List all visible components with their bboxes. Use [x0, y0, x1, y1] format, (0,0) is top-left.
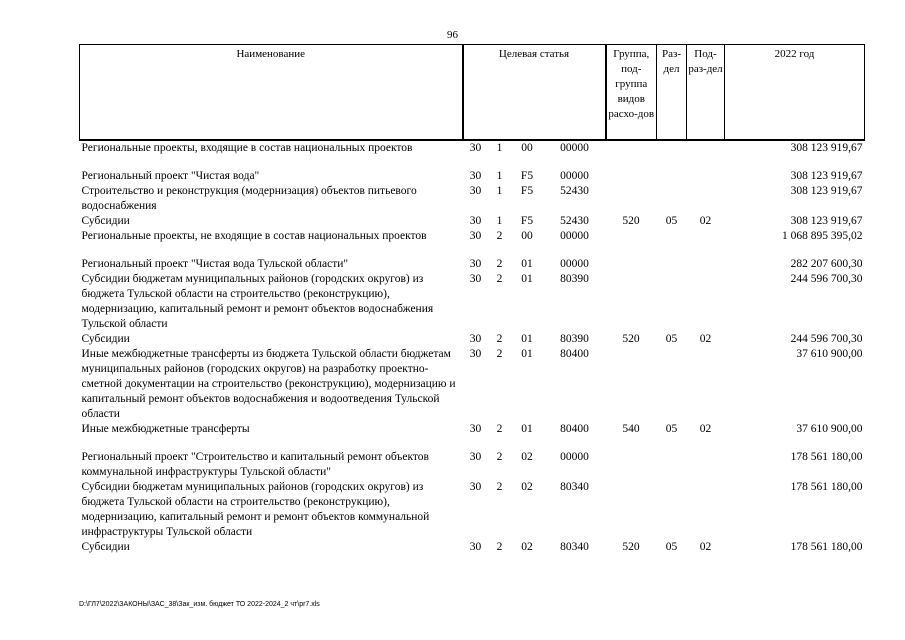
spacer-row: [80, 156, 865, 169]
cell-subsection-code: [687, 450, 725, 480]
cell-code-article: 52430: [560, 215, 589, 227]
cell-amount: 282 207 600,30: [790, 258, 863, 270]
cell-group-code: [606, 272, 657, 332]
cell-group-code: [606, 169, 657, 184]
cell-amount: 1 068 895 395,02: [782, 230, 863, 242]
cell-code-article: 00000: [560, 451, 589, 463]
table-header-row: [80, 45, 865, 141]
cell-name: Субсидии: [81, 541, 130, 553]
cell-code-article: 00000: [560, 142, 589, 154]
cell-name: Субсидии: [81, 215, 130, 227]
cell-amount: 308 123 919,67: [790, 142, 863, 154]
cell-name: Субсидии бюджетам муниципальных районов (городских округов) из бюджета Тульской области на строительство (реконструкцию), модернизацию, капитальный ремонт и ремонт объектов коммунальной инфраструктуры Тульской области: [81, 481, 430, 538]
cell-name: Региональный проект "Строительство и капитальный ремонт объектов коммунальной инфраструктуры Тульской области": [81, 451, 429, 478]
cell-code-program: 30: [469, 273, 482, 285]
cell-group-code: 540: [622, 423, 640, 435]
cell-code-program: 30: [469, 230, 482, 242]
cell-code-program: 30: [469, 333, 482, 345]
cell-group-code: 520: [622, 541, 640, 553]
cell-code-direction: 01: [521, 348, 533, 360]
cell-amount: 244 596 700,30: [790, 333, 863, 345]
col-header-section: Раз-дел: [657, 45, 687, 141]
cell-group-code: [606, 480, 657, 540]
cell-code-subprogram: 2: [496, 273, 503, 285]
cell-code-program: 30: [469, 423, 482, 435]
cell-code-subprogram: 2: [496, 258, 503, 270]
cell-code-direction: 02: [521, 451, 533, 463]
table-row: [80, 480, 865, 540]
cell-name: Иные межбюджетные трансферты из бюджета Тульской области бюджетам муниципальных районов (городских округов) на разработку проектно-сметной документации на строительство (реконструкцию), модернизацию и капитальный ремонт объектов водоснабжения и водоотведения Тульской области: [81, 348, 456, 420]
cell-subsection-code: [687, 347, 725, 422]
cell-code-article: 80340: [560, 541, 589, 553]
cell-code-subprogram: 2: [496, 348, 503, 360]
cell-group-code: [606, 229, 657, 244]
table-row: [80, 214, 865, 229]
cell-amount: 308 123 919,67: [790, 215, 863, 227]
cell-subsection-code: [687, 480, 725, 540]
cell-section-code: [657, 184, 687, 214]
cell-group-code: [606, 140, 657, 156]
cell-name: Региональные проекты, входящие в состав национальных проектов: [81, 142, 413, 154]
col-header-group: Группа, под-группа видов расхо-дов: [606, 45, 657, 141]
cell-code-subprogram: 2: [496, 481, 503, 493]
table-row: [80, 332, 865, 347]
cell-amount: 37 610 900,00: [796, 423, 863, 435]
cell-code-program: 30: [469, 451, 482, 463]
cell-group-code: [606, 257, 657, 272]
page-number: 96: [447, 29, 458, 41]
table-body: [80, 140, 865, 555]
cell-code-direction: F5: [520, 185, 534, 197]
cell-code-direction: 01: [521, 423, 533, 435]
table-row: [80, 347, 865, 422]
cell-section-code: [657, 450, 687, 480]
cell-code-article: 00000: [560, 170, 589, 182]
cell-subsection-code: [687, 272, 725, 332]
cell-section-code: [657, 140, 687, 156]
table-row: [80, 257, 865, 272]
cell-group-code: 520: [622, 333, 640, 345]
table-row: [80, 540, 865, 555]
cell-code-program: 30: [469, 185, 482, 197]
table-row: [80, 140, 865, 156]
cell-section-code: 05: [665, 423, 678, 435]
cell-name: Иные межбюджетные трансферты: [81, 423, 250, 435]
cell-code-direction: 01: [521, 273, 533, 285]
cell-code-direction: 01: [521, 333, 533, 345]
cell-section-code: [657, 480, 687, 540]
cell-code-subprogram: 2: [496, 423, 503, 435]
cell-subsection-code: 02: [699, 333, 712, 345]
cell-code-direction: 00: [521, 230, 533, 242]
cell-name: Региональный проект "Чистая вода Тульской области": [81, 258, 349, 270]
cell-code-subprogram: 2: [496, 230, 503, 242]
cell-subsection-code: [687, 184, 725, 214]
cell-code-direction: 02: [521, 541, 533, 553]
table-row: [80, 169, 865, 184]
cell-subsection-code: [687, 257, 725, 272]
cell-code-program: 30: [469, 348, 482, 360]
cell-code-subprogram: 1: [496, 215, 503, 227]
cell-code-subprogram: 2: [496, 541, 503, 553]
table-row: [80, 272, 865, 332]
table-row: [80, 184, 865, 214]
col-header-target: Целевая статья: [463, 45, 606, 141]
cell-code-article: 00000: [560, 230, 589, 242]
cell-code-program: 30: [469, 170, 482, 182]
cell-code-direction: 01: [521, 258, 533, 270]
table-row: [80, 450, 865, 480]
cell-subsection-code: 02: [699, 541, 712, 553]
cell-subsection-code: 02: [699, 215, 712, 227]
cell-section-code: 05: [665, 541, 678, 553]
cell-amount: 178 561 180,00: [790, 481, 863, 493]
cell-code-subprogram: 1: [496, 170, 503, 182]
col-header-subsection: Под-раз-дел: [687, 45, 725, 141]
cell-code-article: 80400: [560, 423, 589, 435]
file-path: D:\ГЛ7\2022\ЗАКОНЫ\ЗАС_38\Зак_изм. бюджет ТО 2022-2024_2 чт\pr7.xls: [79, 601, 320, 608]
cell-group-code: [606, 184, 657, 214]
cell-code-program: 30: [469, 142, 482, 154]
cell-name: Субсидии: [81, 333, 130, 345]
spacer-row: [80, 244, 865, 257]
cell-amount: 244 596 700,30: [790, 273, 863, 285]
cell-name: Строительство и реконструкция (модернизация) объектов питьевого водоснабжения: [81, 185, 417, 212]
cell-section-code: [657, 272, 687, 332]
cell-amount: 308 123 919,67: [790, 185, 863, 197]
cell-code-program: 30: [469, 215, 482, 227]
cell-amount: 37 610 900,00: [796, 348, 863, 360]
cell-code-article: 00000: [560, 258, 589, 270]
cell-section-code: [657, 347, 687, 422]
cell-amount: 178 561 180,00: [790, 541, 863, 553]
cell-code-program: 30: [469, 541, 482, 553]
cell-amount: 308 123 919,67: [790, 170, 863, 182]
cell-section-code: 05: [665, 215, 678, 227]
cell-name: Региональный проект "Чистая вода": [81, 170, 260, 182]
cell-code-subprogram: 1: [496, 142, 503, 154]
cell-group-code: [606, 347, 657, 422]
cell-name: Региональные проекты, не входящие в состав национальных проектов: [81, 230, 427, 242]
table-row: [80, 229, 865, 244]
col-header-year: 2022 год: [725, 45, 865, 141]
cell-code-direction: F5: [520, 170, 534, 182]
cell-code-article: 52430: [560, 185, 589, 197]
cell-code-direction: 00: [521, 142, 533, 154]
cell-group-code: 520: [622, 215, 640, 227]
col-header-name: Наименование: [80, 45, 463, 141]
cell-section-code: [657, 169, 687, 184]
cell-subsection-code: [687, 229, 725, 244]
cell-subsection-code: 02: [699, 423, 712, 435]
cell-amount: 178 561 180,00: [790, 451, 863, 463]
cell-code-direction: F5: [520, 215, 534, 227]
cell-code-article: 80390: [560, 333, 589, 345]
cell-section-code: [657, 257, 687, 272]
cell-name: Субсидии бюджетам муниципальных районов (городских округов) из бюджета Тульской области на строительство (реконструкцию), модернизацию, капитальный ремонт и ремонт объектов водоснабжения Тульской области: [81, 273, 434, 330]
spacer-row: [80, 437, 865, 450]
cell-code-subprogram: 1: [496, 185, 503, 197]
cell-group-code: [606, 450, 657, 480]
cell-code-direction: 02: [521, 481, 533, 493]
budget-table: [79, 44, 865, 555]
cell-subsection-code: [687, 169, 725, 184]
cell-section-code: 05: [665, 333, 678, 345]
cell-code-article: 80390: [560, 273, 589, 285]
cell-subsection-code: [687, 140, 725, 156]
cell-code-article: 80400: [560, 348, 589, 360]
cell-code-article: 80340: [560, 481, 589, 493]
table-row: [80, 422, 865, 437]
cell-code-program: 30: [469, 481, 482, 493]
cell-code-subprogram: 2: [496, 333, 503, 345]
cell-code-subprogram: 2: [496, 451, 503, 463]
cell-section-code: [657, 229, 687, 244]
cell-code-program: 30: [469, 258, 482, 270]
